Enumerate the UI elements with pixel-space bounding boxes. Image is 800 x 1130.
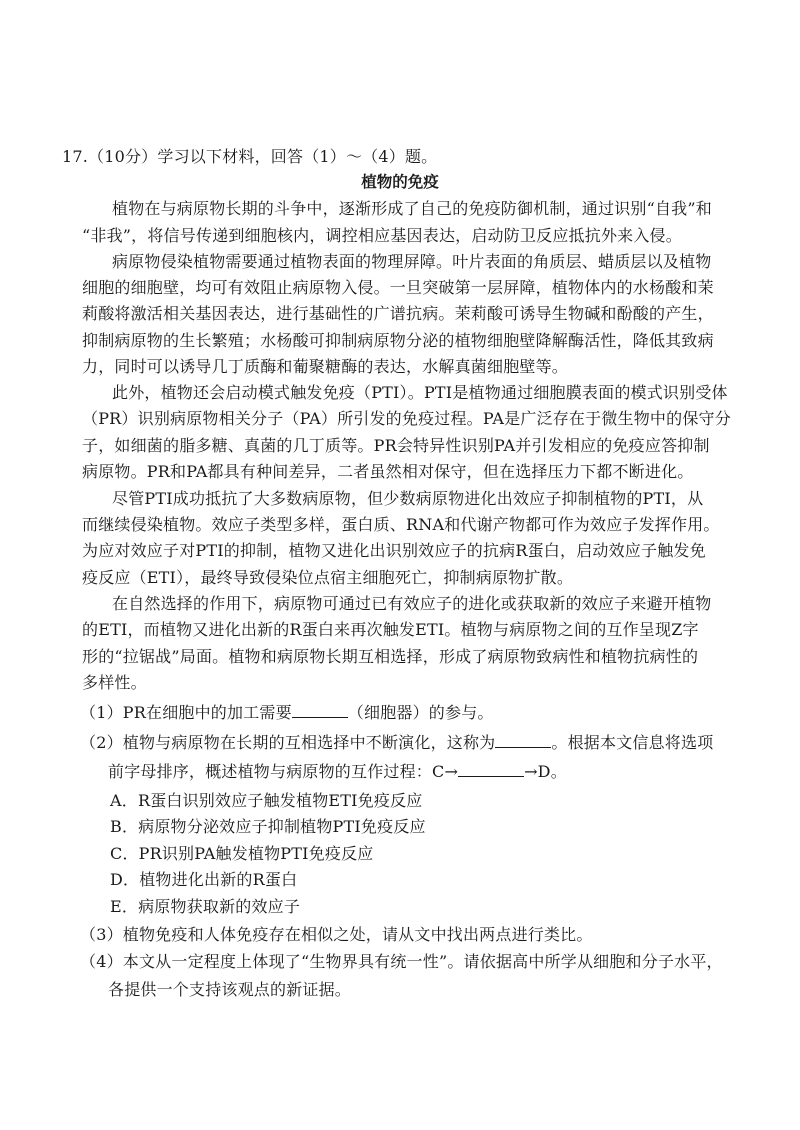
passage-line: 莉酸将激活相关基因表达，进行基础性的广谱抗病。茉莉酸可诱导生物碱和酚酸的产生， (82, 304, 714, 323)
q2-text-before: （2）植物与病原物在长期的互相选择中不断演化，这称为 (80, 733, 496, 752)
passage-line: 病原物。PR和PA都具有种间差异，二者虽然相对保守，但在选择压力下都不断进化。 (82, 462, 694, 481)
q2-answer-blank-2[interactable] (458, 762, 524, 777)
question-2-line-2 (108, 762, 567, 782)
passage-line: （PR）识别病原物相关分子（PA）所引发的免疫过程。PA是广泛存在于微生物中的保守分 (82, 409, 731, 428)
passage-line: 抑制病原物的生长繁殖；水杨酸可抑制病原物分泌的植物细胞壁降解酶活性，降低其致病 (82, 331, 714, 350)
passage-line: 子，如细菌的脂多糖、真菌的几丁质等。PR会特异性识别PA并引发相应的免疫应答抑制 (82, 436, 710, 455)
q1-text-after: （细胞器）的参与。 (347, 703, 494, 722)
passage-line: 在自然选择的作用下，病原物可通过已有效应子的进化或获取新的效应子来避开植物 (112, 594, 712, 613)
passage-line: 细胞的细胞壁，均可有效阻止病原物入侵。一旦突破第一层屏障，植物体内的水杨酸和茉 (82, 278, 714, 297)
q1-text-before: （1）PR在细胞中的加工需要 (80, 703, 292, 722)
passage-line: 的ETI，而植物又进化出新的R蛋白来再次触发ETI。植物与病原物之间的互作呈现Z字 (82, 620, 699, 639)
q2-answer-blank-1[interactable] (495, 733, 551, 748)
question-1 (80, 703, 494, 723)
option-e: E．病原物获取新的效应子 (110, 897, 301, 916)
question-4-line-2: 各提供一个支持该观点的新证据。 (108, 980, 352, 999)
passage-line: 多样性。 (82, 673, 147, 692)
passage-line: 疫反应（ETI），最终导致侵染位点宿主细胞死亡，抑制病原物扩散。 (82, 568, 574, 587)
q2-line2-before: 前字母排序，概述植物与病原物的互作过程：C→ (108, 762, 459, 781)
question-header: 17.（10分）学习以下材料，回答（1）～（4）题。 (62, 147, 438, 166)
passage-title: 植物的免疫 (361, 172, 439, 191)
option-a: A．R蛋白识别效应子触发植物ETI免疫反应 (110, 791, 423, 810)
option-c: C．PR识别PA触发植物PTI免疫反应 (110, 844, 374, 863)
question-3: （3）植物免疫和人体免疫存在相似之处，请从文中找出两点进行类比。 (80, 925, 593, 944)
passage-line: 病原物侵染植物需要通过植物表面的物理屏障。叶片表面的角质层、蜡质层以及植物 (112, 252, 712, 271)
passage-line: 形的“拉锯战”局面。植物和病原物长期互相选择，形成了病原物致病性和植物抗病性的 (82, 647, 699, 666)
question-4-line-1: （4）本文从一定程度上体现了“生物界具有统一性”。请依据高中所学从细胞和分子水平， (80, 952, 723, 971)
passage-line: 为应对效应子对PTI的抑制，植物又进化出识别效应子的抗病R蛋白，启动效应子触发免 (82, 541, 706, 560)
q2-text-after: 。根据本文信息将选项 (551, 733, 714, 752)
q2-line2-after: →D。 (524, 762, 567, 781)
option-b: B．病原物分泌效应子抑制植物PTI免疫反应 (110, 817, 426, 836)
passage-line: “非我”，将信号传递到细胞核内，调控相应基因表达，启动防卫反应抵抗外来入侵。 (82, 226, 682, 245)
passage-line: 植物在与病原物长期的斗争中，逐渐形成了自己的免疫防御机制，通过识别“自我”和 (112, 199, 712, 218)
question-2-line-1 (80, 733, 713, 753)
passage-line: 力，同时可以诱导几丁质酶和葡聚糖酶的表达，水解真菌细胞壁等。 (82, 357, 569, 376)
q1-answer-blank[interactable] (292, 703, 348, 718)
passage-line: 此外，植物还会启动模式触发免疫（PTI）。PTI是植物通过细胞膜表面的模式识别受体 (112, 383, 728, 402)
passage-line: 而继续侵染植物。效应子类型多样，蛋白质、RNA和代谢产物都可作为效应子发挥作用。 (82, 515, 720, 534)
option-d: D．植物进化出新的R蛋白 (110, 870, 298, 889)
passage-line: 尽管PTI成功抵抗了大多数病原物，但少数病原物进化出效应子抑制植物的PTI，从 (112, 489, 704, 508)
